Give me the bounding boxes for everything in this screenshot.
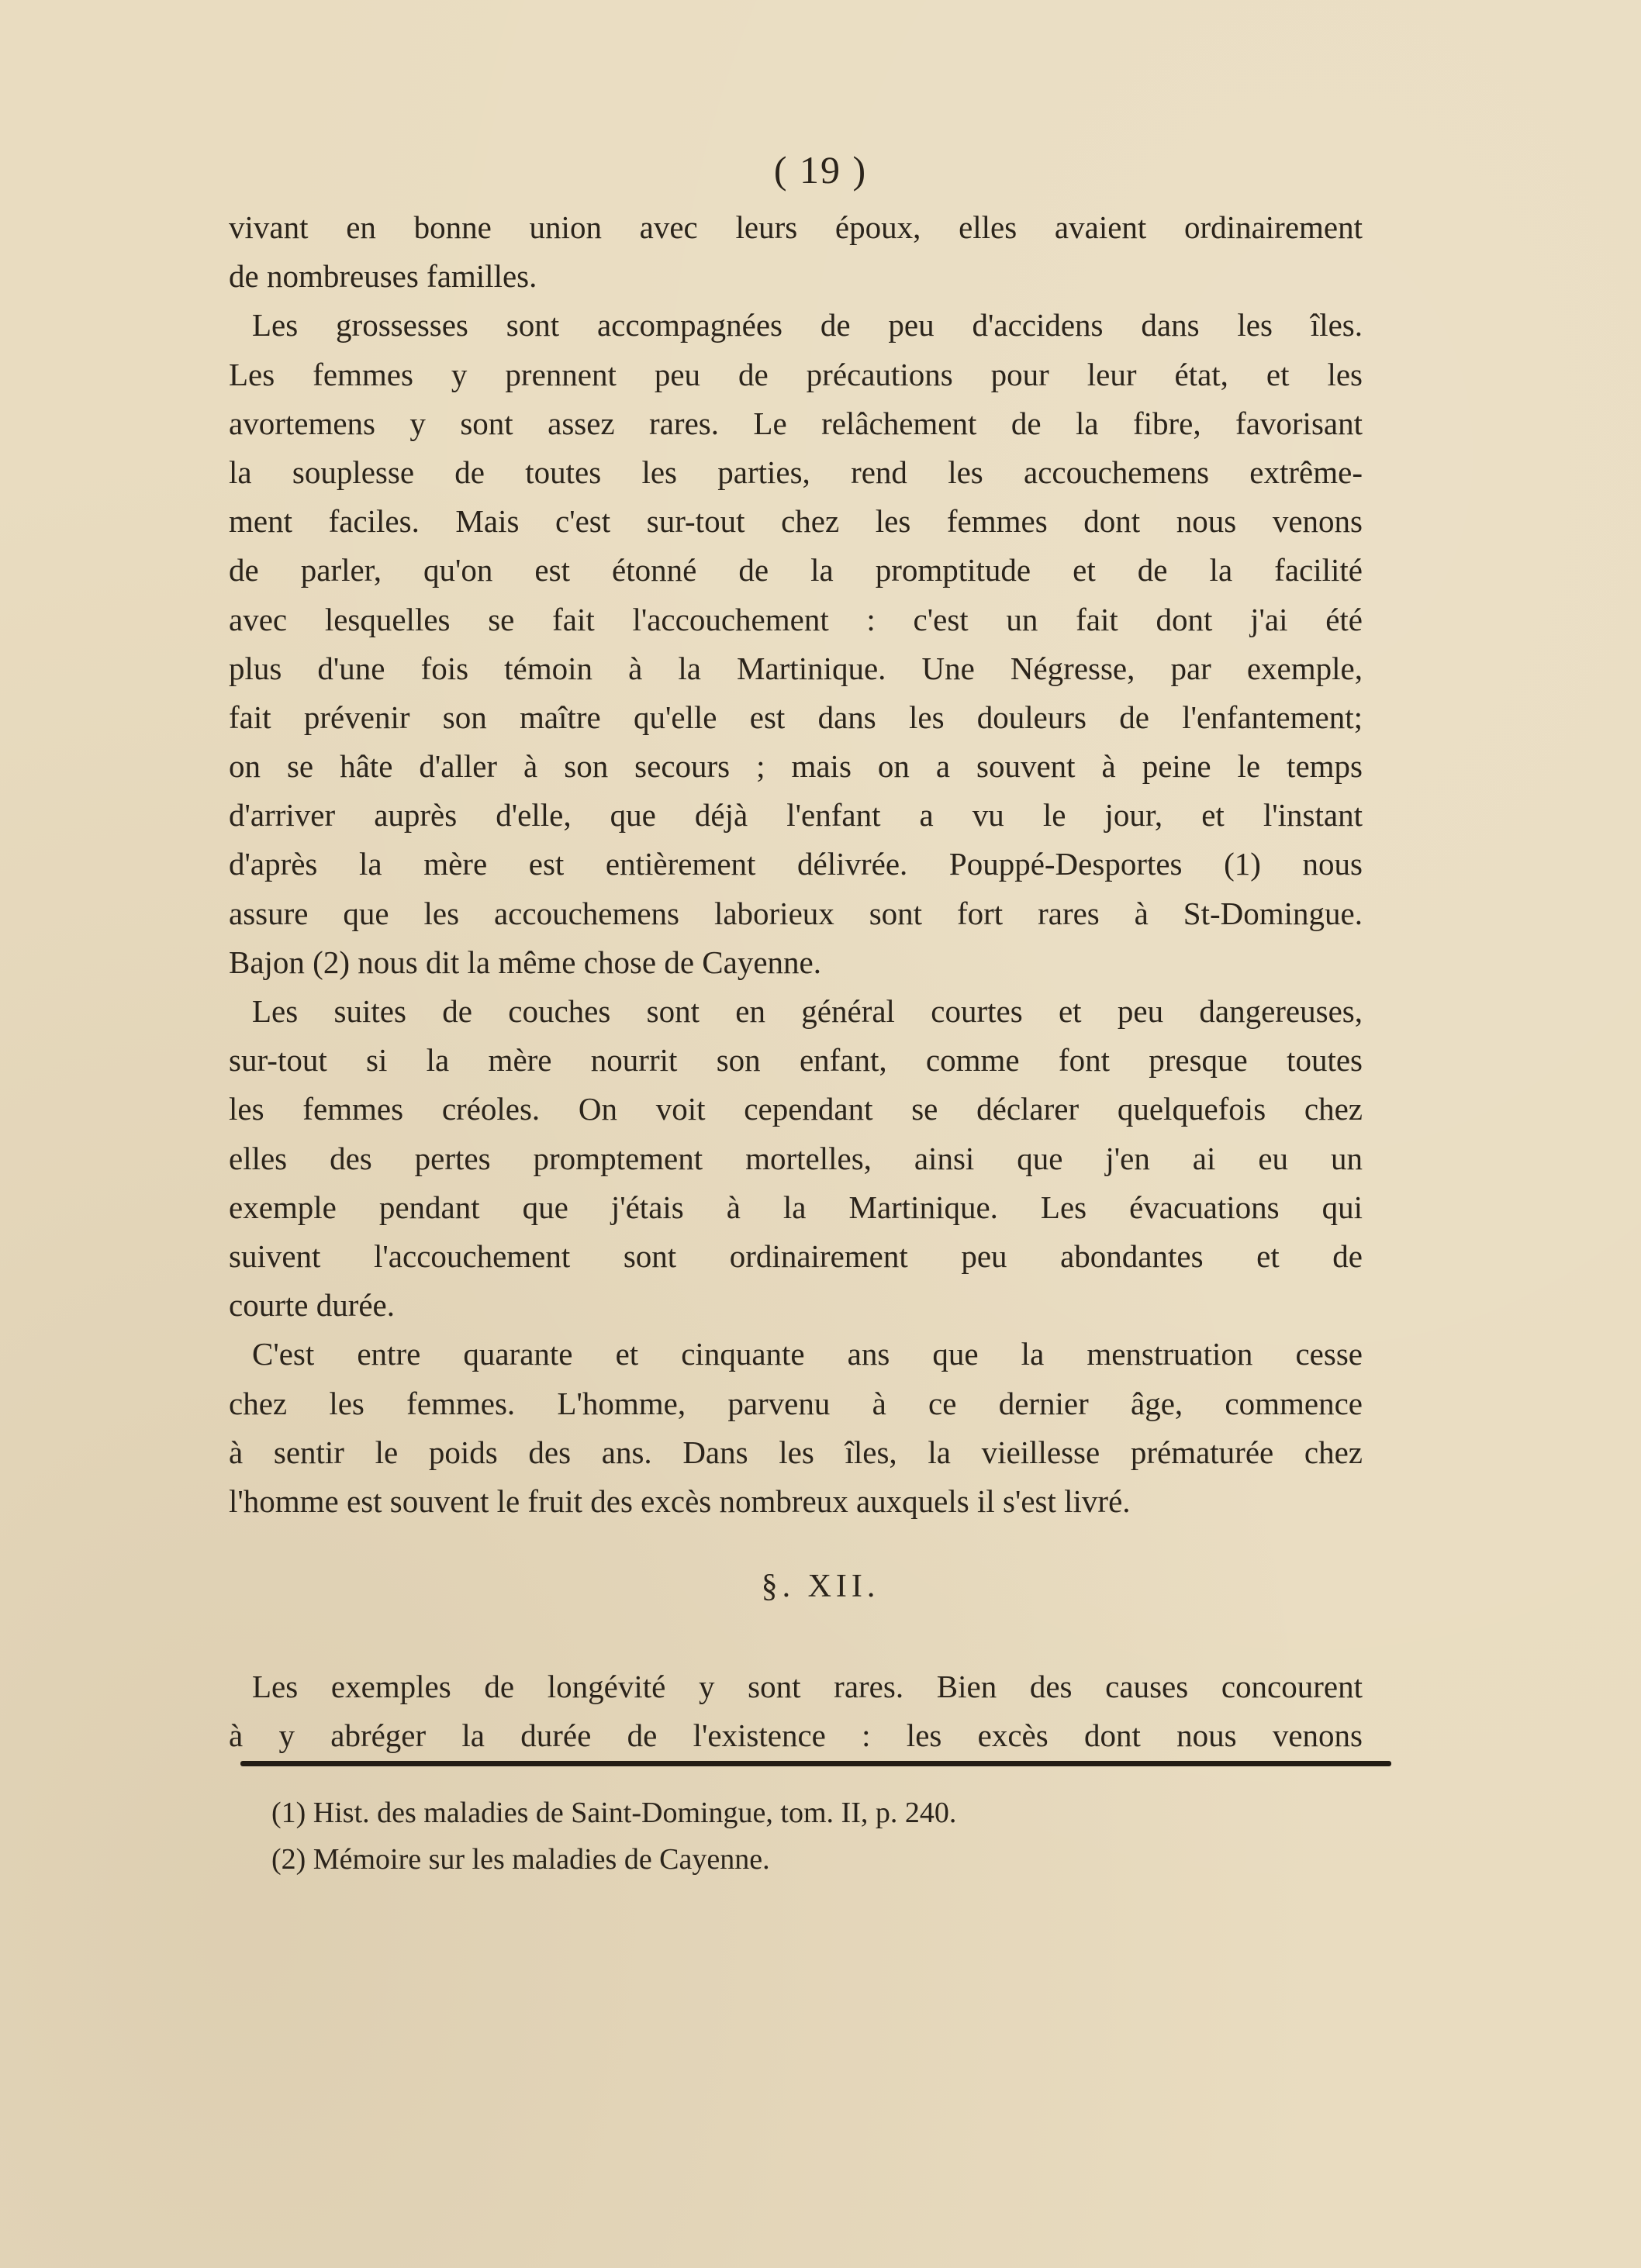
text-line: Bajon (2) nous dit la même chose de Cayenne. — [229, 944, 821, 980]
text-line: de parler, qu'on est étonné de la promptitude et de la facilité — [229, 552, 1363, 589]
text-line: on se hâte d'aller à son secours ; mais on a souvent à peine le temps — [229, 748, 1363, 785]
text-line: C'est entre quarante et cinquante ans que la menstruation cesse — [252, 1336, 1363, 1372]
text-line: Les exemples de longévité y sont rares. Bien des causes concourent — [252, 1669, 1363, 1704]
section-text — [229, 1662, 1363, 1760]
text-line: Les femmes y prennent peu de précautions pour leur état, et les — [229, 356, 1363, 392]
text-line: avec lesquelles se fait l'accouchement : c'est un fait dont j'ai été — [229, 601, 1363, 637]
text-line: ment faciles. Mais c'est sur-tout chez les femmes dont nous venons — [229, 503, 1363, 540]
text-line: vivant en bonne union avec leurs époux, elles avaient ordinairement — [229, 209, 1363, 245]
footnote: (2) Mémoire sur les maladies de Cayenne. — [271, 1843, 770, 1876]
page-number: ( 19 ) — [773, 148, 868, 192]
text-line: Les suites de couches sont en général courtes et peu dangereuses, — [252, 993, 1363, 1029]
text-line: à y abréger la durée de l'existence : les excès dont nous venons — [229, 1717, 1363, 1754]
text-line: chez les femmes. L'homme, parvenu à ce dernier âge, commence — [229, 1385, 1363, 1421]
footnote: (1) Hist. des maladies de Saint-Domingue, tom. II, p. 240. — [271, 1797, 957, 1829]
text-line: suivent l'accouchement sont ordinairement peu abondantes et de — [229, 1238, 1363, 1274]
text-line: l'homme est souvent le fruit des excès nombreux auxquels il s'est livré. — [229, 1483, 1131, 1519]
text-line: courte durée. — [229, 1287, 395, 1324]
text-line: elles des pertes promptement mortelles, ainsi que j'en ai eu un — [229, 1140, 1363, 1176]
text-line: Les grossesses sont accompagnées de peu d'accidens dans les îles. — [252, 307, 1363, 343]
text-line: avortemens y sont assez rares. Le relâchement de la fibre, favorisant — [229, 405, 1363, 441]
footnotes — [271, 1790, 1357, 1883]
text-line: assure que les accouchemens laborieux sont fort rares à St-Domingue. — [229, 895, 1363, 931]
text-line: à sentir le poids des ans. Dans les îles, la vieillesse prématurée chez — [229, 1434, 1363, 1470]
text-line: plus d'une fois témoin à la Martinique. Une Négresse, par exemple, — [229, 650, 1363, 686]
text-line: les femmes créoles. On voit cependant se déclarer quelquefois chez — [229, 1091, 1363, 1127]
section-heading: §. XII. — [761, 1569, 880, 1604]
text-line: exemple pendant que j'étais à la Martinique. Les évacuations qui — [229, 1189, 1363, 1225]
main-text — [229, 203, 1363, 1526]
text-line: d'après la mère est entièrement délivrée. Pouppé-Desportes (1) nous — [229, 846, 1363, 882]
text-line: la souplesse de toutes les parties, rend les accouchemens extrême- — [229, 454, 1363, 490]
text-line: de nombreuses familles. — [229, 258, 537, 295]
text-line: fait prévenir son maître qu'elle est dans les douleurs de l'enfantement; — [229, 699, 1363, 735]
footnote-divider — [240, 1761, 1391, 1766]
text-line: d'arriver auprès d'elle, que déjà l'enfant a vu le jour, et l'instant — [229, 797, 1363, 834]
text-line: sur-tout si la mère nourrit son enfant, comme font presque toutes — [229, 1042, 1363, 1079]
